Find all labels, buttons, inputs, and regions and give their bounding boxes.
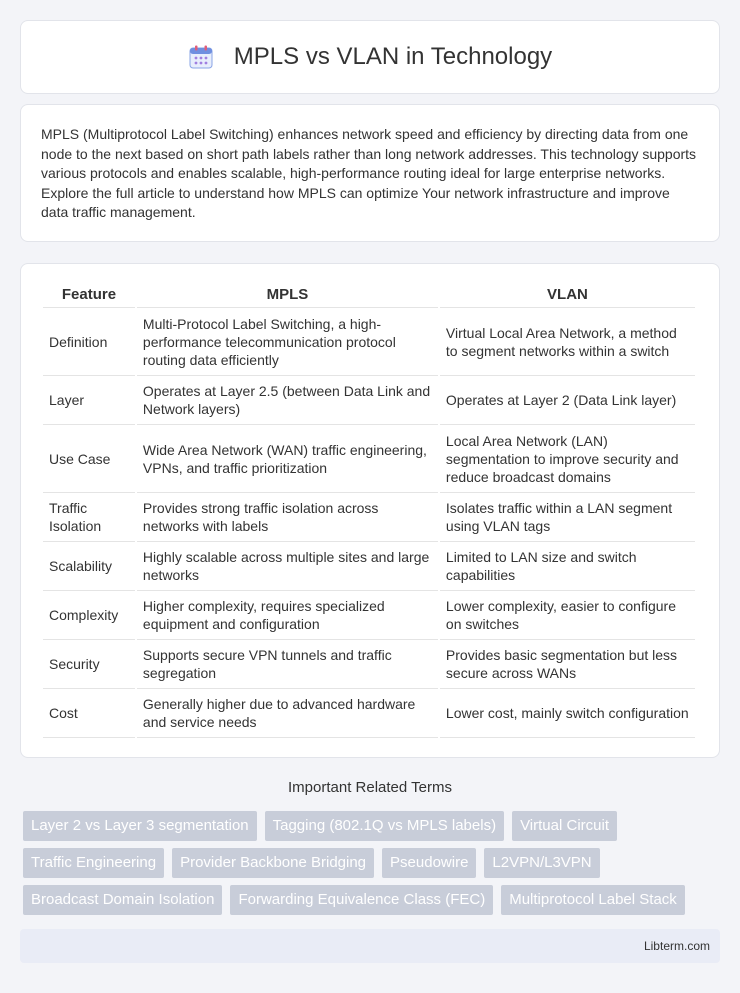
related-term-tag[interactable]: L2VPN/L3VPN bbox=[484, 848, 599, 878]
page-title: MPLS vs VLAN in Technology bbox=[233, 43, 553, 70]
feature-cell: Security bbox=[43, 640, 135, 689]
comparison-card bbox=[20, 263, 720, 758]
table-row bbox=[43, 640, 695, 689]
feature-cell: Traffic Isolation bbox=[43, 493, 135, 542]
mpls-cell: Higher complexity, requires specialized equipment and configuration bbox=[137, 591, 438, 640]
table-row bbox=[43, 493, 695, 542]
vlan-cell: Provides basic segmentation but less secure across WANs bbox=[440, 640, 695, 689]
mpls-cell: Multi-Protocol Label Switching, a high-performance telecommunication protocol routing data efficiently bbox=[137, 308, 438, 376]
footer-site-link[interactable]: Libterm.com bbox=[643, 939, 710, 953]
intro-card bbox=[20, 104, 720, 242]
related-terms-tags bbox=[23, 811, 723, 922]
feature-cell: Definition bbox=[43, 308, 135, 376]
table-row bbox=[43, 376, 695, 425]
footer bbox=[20, 929, 720, 963]
tag-row bbox=[23, 811, 723, 841]
feature-cell: Cost bbox=[43, 689, 135, 738]
related-term-tag[interactable]: Traffic Engineering bbox=[23, 848, 164, 878]
table-row bbox=[43, 308, 695, 376]
column-header-feature: Feature bbox=[43, 282, 135, 308]
table-row bbox=[43, 425, 695, 493]
tag-row bbox=[23, 885, 723, 915]
related-term-tag[interactable]: Virtual Circuit bbox=[512, 811, 617, 841]
related-term-tag[interactable]: Provider Backbone Bridging bbox=[172, 848, 374, 878]
related-term-tag[interactable]: Broadcast Domain Isolation bbox=[23, 885, 222, 915]
tag-row bbox=[23, 848, 723, 878]
header-card bbox=[20, 20, 720, 94]
comparison-table bbox=[41, 282, 697, 738]
column-header-mpls: MPLS bbox=[137, 282, 438, 308]
related-terms-title: Important Related Terms bbox=[288, 779, 452, 796]
feature-cell: Layer bbox=[43, 376, 135, 425]
table-row bbox=[43, 689, 695, 738]
vlan-cell: Lower complexity, easier to configure on switches bbox=[440, 591, 695, 640]
table-row bbox=[43, 591, 695, 640]
column-header-vlan: VLAN bbox=[440, 282, 695, 308]
mpls-cell: Provides strong traffic isolation across networks with labels bbox=[137, 493, 438, 542]
intro-text: MPLS (Multiprotocol Label Switching) enhances network speed and efficiency by directing data from one node to the next based on short path labels rather than long network addresses. This technology supports various protocols and enables scalable, high-performance routing ideal for large enterprise networks. Explore the full article to understand how MPLS can optimize Your network infrastructure and improve data traffic management. bbox=[41, 126, 697, 220]
mpls-cell: Supports secure VPN tunnels and traffic segregation bbox=[137, 640, 438, 689]
mpls-cell: Generally higher due to advanced hardware and service needs bbox=[137, 689, 438, 738]
header bbox=[188, 43, 552, 71]
related-term-tag[interactable]: Multiprotocol Label Stack bbox=[501, 885, 685, 915]
feature-cell: Use Case bbox=[43, 425, 135, 493]
vlan-cell: Limited to LAN size and switch capabilities bbox=[440, 542, 695, 591]
vlan-cell: Lower cost, mainly switch configuration bbox=[440, 689, 695, 738]
table-row bbox=[43, 542, 695, 591]
related-term-tag[interactable]: Layer 2 vs Layer 3 segmentation bbox=[23, 811, 257, 841]
calendar-icon bbox=[188, 44, 214, 70]
mpls-cell: Highly scalable across multiple sites and large networks bbox=[137, 542, 438, 591]
table-header-row bbox=[43, 282, 695, 308]
related-term-tag[interactable]: Pseudowire bbox=[382, 848, 476, 878]
related-term-tag[interactable]: Tagging (802.1Q vs MPLS labels) bbox=[265, 811, 504, 841]
feature-cell: Scalability bbox=[43, 542, 135, 591]
feature-cell: Complexity bbox=[43, 591, 135, 640]
vlan-cell: Local Area Network (LAN) segmentation to improve security and reduce broadcast domains bbox=[440, 425, 695, 493]
mpls-cell: Operates at Layer 2.5 (between Data Link and Network layers) bbox=[137, 376, 438, 425]
vlan-cell: Virtual Local Area Network, a method to segment networks within a switch bbox=[440, 308, 695, 376]
vlan-cell: Operates at Layer 2 (Data Link layer) bbox=[440, 376, 695, 425]
mpls-cell: Wide Area Network (WAN) traffic engineering, VPNs, and traffic prioritization bbox=[137, 425, 438, 493]
related-term-tag[interactable]: Forwarding Equivalence Class (FEC) bbox=[230, 885, 493, 915]
vlan-cell: Isolates traffic within a LAN segment using VLAN tags bbox=[440, 493, 695, 542]
